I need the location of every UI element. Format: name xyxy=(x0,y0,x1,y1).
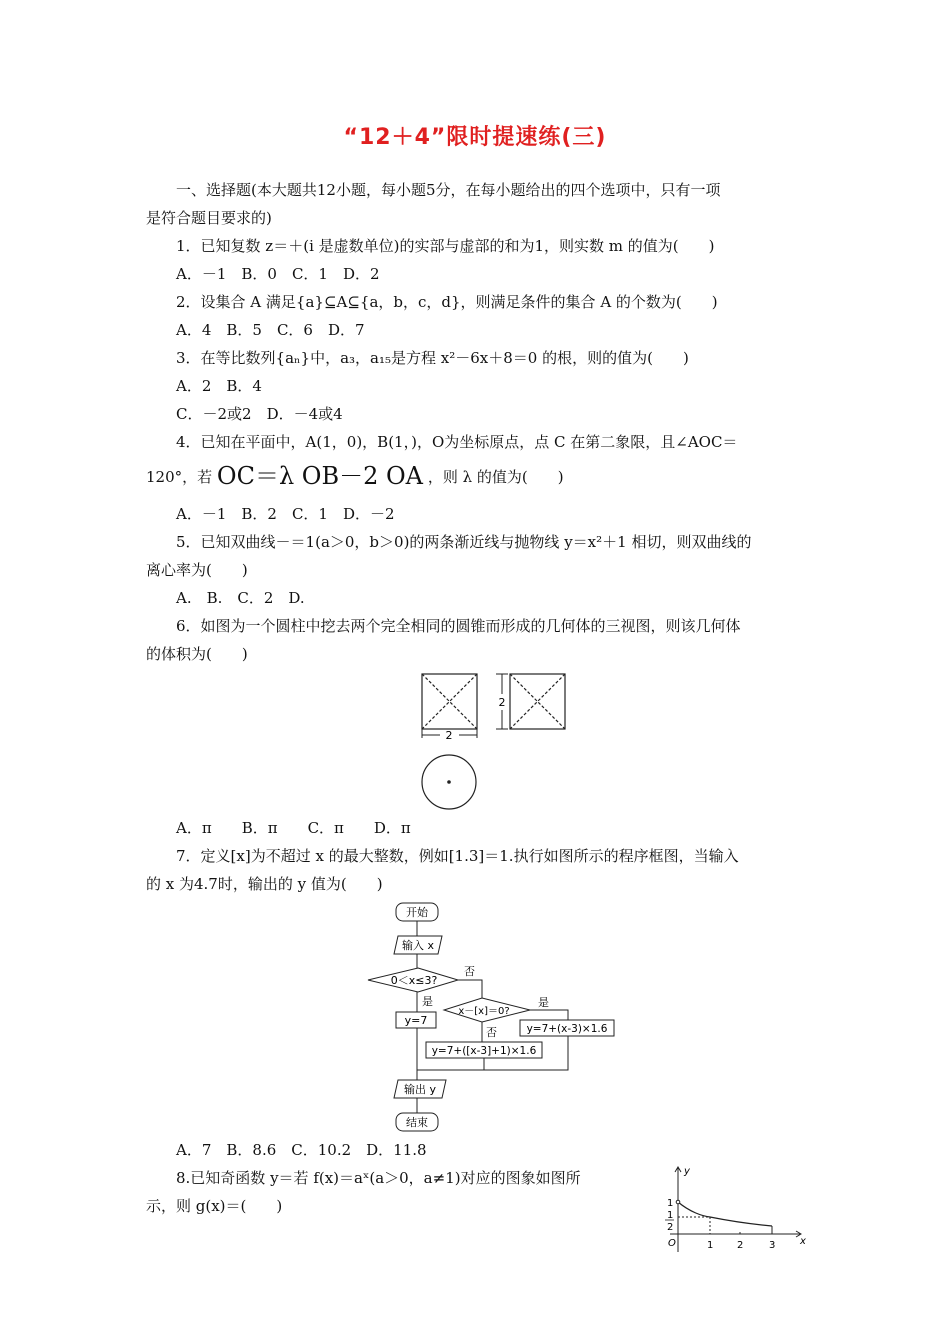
q4-options: A．－1 B．2 C．1 D．－2 xyxy=(176,505,395,523)
flow-no2-label: 否 xyxy=(486,1026,497,1039)
height-label: 2 xyxy=(498,696,506,709)
flow-assign2-label: y=7+(x-3)×1.6 xyxy=(526,1023,608,1035)
q4-stem-prefix: 120°，若 xyxy=(146,468,213,486)
section-heading: 一、选择题(本大题共12小题，每小题5分，在每小题给出的四个选项中，只有一项 xyxy=(176,181,721,199)
q2-options: A．4 B．5 C．6 D．7 xyxy=(176,321,365,339)
q7-stem-cont: 的 x 为4.7时，输出的 y 值为( ) xyxy=(146,875,383,893)
curve-start-point xyxy=(676,1200,680,1204)
flowchart xyxy=(360,898,620,1138)
top-view-center xyxy=(447,780,451,784)
y-tick-half-den: 2 xyxy=(667,1222,674,1233)
flow-assign3-label: y=7+([x-3]+1)×1.6 xyxy=(431,1045,537,1057)
q6-stem: 6．如图为一个圆柱中挖去两个完全相同的圆锥而形成的几何体的三视图，则该几何体 xyxy=(176,617,741,635)
flow-no1-label: 否 xyxy=(464,965,475,978)
width-label: 2 xyxy=(445,729,453,742)
flow-yes1-label: 是 xyxy=(422,995,433,1008)
origin-label: O xyxy=(668,1238,676,1249)
q7-stem: 7．定义[x]为不超过 x 的最大整数，例如[1.3]＝1.执行如图所示的程序框图，当输入 xyxy=(176,847,739,865)
q4-stem: 4．已知在平面中，A(1，0)，B(1，)，O为坐标原点，点 C 在第二象限，且∠AOC＝ xyxy=(176,433,738,451)
flow-input-label: 输入 x xyxy=(401,939,435,952)
q8-stem: 8.已知奇函数 y＝若 f(x)＝aˣ(a＞0，a≠1)对应的图象如图所 xyxy=(176,1169,581,1187)
q6-stem-cont: 的体积为( ) xyxy=(146,645,248,663)
q5-stem: 5．已知双曲线－＝1(a＞0，b＞0)的两条渐近线与抛物线 y＝x²＋1 相切，则双曲线的 xyxy=(176,533,752,551)
flow-start-label: 开始 xyxy=(406,906,428,919)
exponential-graph xyxy=(650,1162,815,1257)
flow-output-label: 输出 y xyxy=(403,1083,437,1096)
y-tick-half-num: 1 xyxy=(667,1210,674,1221)
q2-stem: 2．设集合 A 满足{a}⊆A⊆{a，b，c，d}，则满足条件的集合 A 的个数为( ) xyxy=(176,293,718,311)
page-title: “12＋4”限时提速练(三) xyxy=(343,125,607,150)
flow-yes2-label: 是 xyxy=(538,996,549,1009)
flow-assign1-label: y=7 xyxy=(404,1014,428,1027)
q5-options: A. B. C．2 D. xyxy=(176,589,305,607)
flow-end-label: 结束 xyxy=(406,1116,428,1129)
side-view xyxy=(510,674,565,729)
x-axis-label: x xyxy=(800,1236,806,1247)
q3-options-2: C．－2或2 D．－4或4 xyxy=(176,405,343,423)
q7-options: A．7 B．8.6 C．10.2 D．11.8 xyxy=(176,1141,427,1159)
y-tick-1: 1 xyxy=(667,1198,674,1209)
q4-stem-suffix: ，则 λ 的值为( ) xyxy=(427,468,564,486)
flow-cond1-label: 0＜x≤3? xyxy=(390,974,438,987)
q1-stem: 1．已知复数 z＝＋(i 是虚数单位)的实部与虚部的和为1，则实数 m 的值为( ) xyxy=(176,237,715,255)
q3-stem: 3．在等比数列{aₙ}中，a₃，a₁₅是方程 x²－6x＋8＝0 的根，则的值为( ) xyxy=(176,349,689,367)
flow-cond2-label: x－[x]＝0? xyxy=(458,1006,510,1017)
q4-vector-equation: OC＝λ OB－2 OA xyxy=(216,462,424,490)
x-tick-1: 1 xyxy=(707,1240,714,1251)
q8-stem-cont: 示，则 g(x)＝( ) xyxy=(146,1197,283,1215)
section-heading-cont: 是符合题目要求的) xyxy=(146,209,272,227)
q1-options: A．－1 B．0 C．1 D．2 xyxy=(176,265,380,283)
x-tick-3: 3 xyxy=(769,1240,776,1251)
y-axis-label: y xyxy=(684,1166,690,1177)
three-view-figure xyxy=(410,668,590,813)
curve xyxy=(678,1202,772,1226)
x-tick-2: 2 xyxy=(737,1240,744,1251)
q4-stem-cont xyxy=(146,462,564,490)
q5-stem-cont: 离心率为( ) xyxy=(146,561,248,579)
front-view xyxy=(422,674,477,729)
q3-options: A．2 B．4 xyxy=(176,377,262,395)
q6-options: A．π B．π C．π D．π xyxy=(176,819,411,837)
